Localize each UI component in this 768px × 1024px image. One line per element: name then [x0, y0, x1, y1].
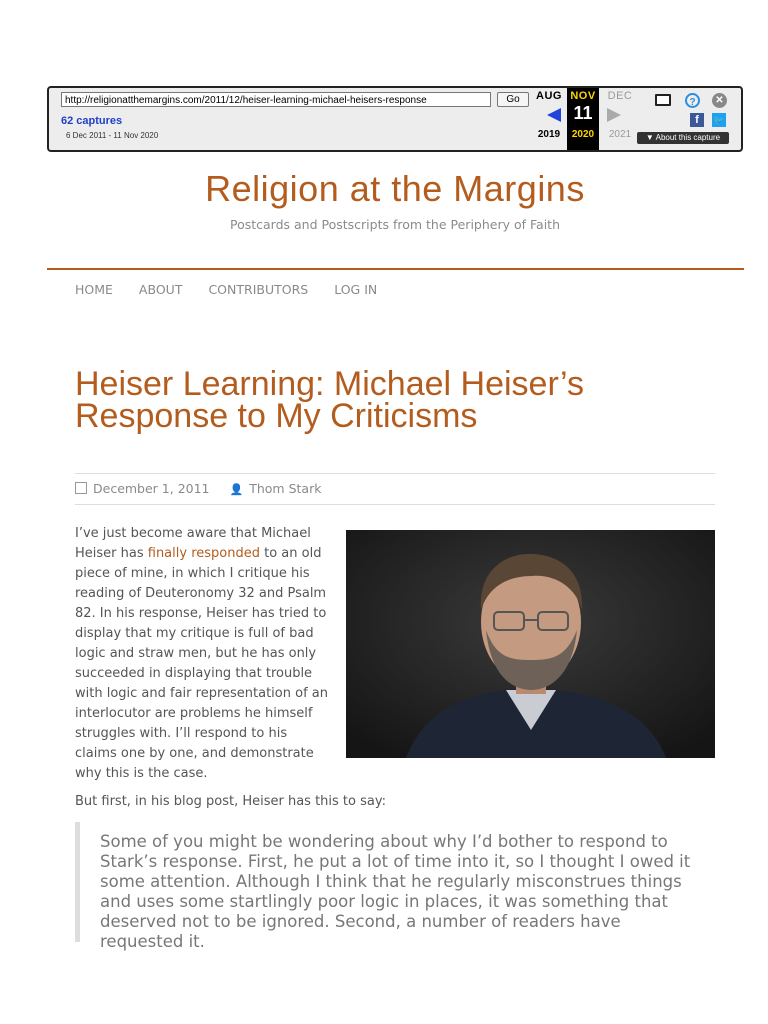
- wayback-current-capture: [567, 88, 599, 150]
- caret-down-icon: ▼: [645, 133, 656, 142]
- help-icon[interactable]: ?: [685, 93, 700, 108]
- meta-bottom-divider: [75, 504, 715, 505]
- wayback-current-day: 11: [573, 103, 593, 123]
- site-title[interactable]: Religion at the Margins: [205, 168, 585, 209]
- wayback-prev-month: AUG: [536, 90, 562, 102]
- p1-text-after: to an old piece of mine, in which I critique his reading of Deuteronomy 32 and Psalm 82. In his response, Heiser has tried to display that my critique is full of bad logic and straw men, but he has only succeeded in displaying that trouble with logic and fair representation of an interlocutor are problems he himself struggles with. I’ll respond to his claims one by one, and demonstrate why this is the case.: [75, 546, 328, 781]
- header-divider: [47, 268, 744, 270]
- window-icon[interactable]: [655, 94, 671, 106]
- calendar-icon: [75, 482, 87, 494]
- close-icon[interactable]: ✕: [712, 93, 727, 108]
- main-navigation: [75, 282, 403, 297]
- post-title[interactable]: Heiser Learning: Michael Heiser’s Response to My Criticisms: [75, 365, 584, 435]
- post-author[interactable]: Thom Stark: [249, 481, 322, 496]
- about-capture-label: About this capture: [655, 133, 721, 142]
- author-photo-image: [346, 530, 715, 758]
- post-paragraph-2: But first, in his blog post, Heiser has this to say:: [75, 794, 386, 809]
- person-icon: 👤: [229, 483, 244, 496]
- wayback-next-month: DEC: [607, 90, 633, 102]
- about-capture-button[interactable]: [637, 132, 729, 144]
- meta-top-divider: [75, 473, 715, 474]
- wayback-go-button[interactable]: Go: [497, 92, 529, 107]
- nav-item-contributors[interactable]: CONTRIBUTORS: [208, 282, 309, 297]
- blockquote-text: Some of you might be wondering about why I’d bother to respond to Stark’s response. First, he put a lot of time into it, so I thought I owed it some attention. Although I think that he regularly misconstrues things and uses some startlingly poor logic in places, it was something that deserved not to be ignored. Second, a number of readers have requested it.: [100, 832, 691, 951]
- wayback-prev-year: 2019: [537, 129, 561, 140]
- prev-arrow-icon[interactable]: [547, 108, 561, 122]
- wayback-url-input[interactable]: http://religionatthemargins.com/2011/12/heiser-learning-michael-heisers-response: [61, 92, 491, 107]
- twitter-icon[interactable]: 🐦: [713, 115, 725, 125]
- wayback-next-year: 2021: [608, 129, 632, 140]
- post-paragraph-1: [75, 524, 330, 784]
- nav-item-home[interactable]: HOME: [75, 282, 113, 297]
- wayback-captures-link[interactable]: 62 captures: [61, 115, 123, 127]
- next-arrow-icon[interactable]: [607, 108, 621, 122]
- post-date[interactable]: December 1, 2011: [93, 481, 210, 496]
- wayback-current-year: 2020: [571, 129, 595, 140]
- author-photo: [346, 530, 715, 758]
- site-description: Postcards and Postscripts from the Periphery of Faith: [229, 217, 560, 232]
- nav-item-about[interactable]: ABOUT: [138, 282, 183, 297]
- nav-item-log-in[interactable]: LOG IN: [334, 282, 378, 297]
- wayback-toolbar: [47, 86, 743, 152]
- post-meta: [75, 481, 321, 496]
- wayback-date-range: 6 Dec 2011 - 11 Nov 2020: [66, 131, 159, 140]
- finally-responded-link[interactable]: finally responded: [147, 546, 260, 561]
- blockquote: [75, 822, 715, 951]
- wayback-current-month: NOV: [570, 90, 596, 102]
- facebook-icon[interactable]: f: [690, 113, 704, 127]
- p1-text-before: I’ve just become aware that Michael Heiser has: [75, 526, 311, 561]
